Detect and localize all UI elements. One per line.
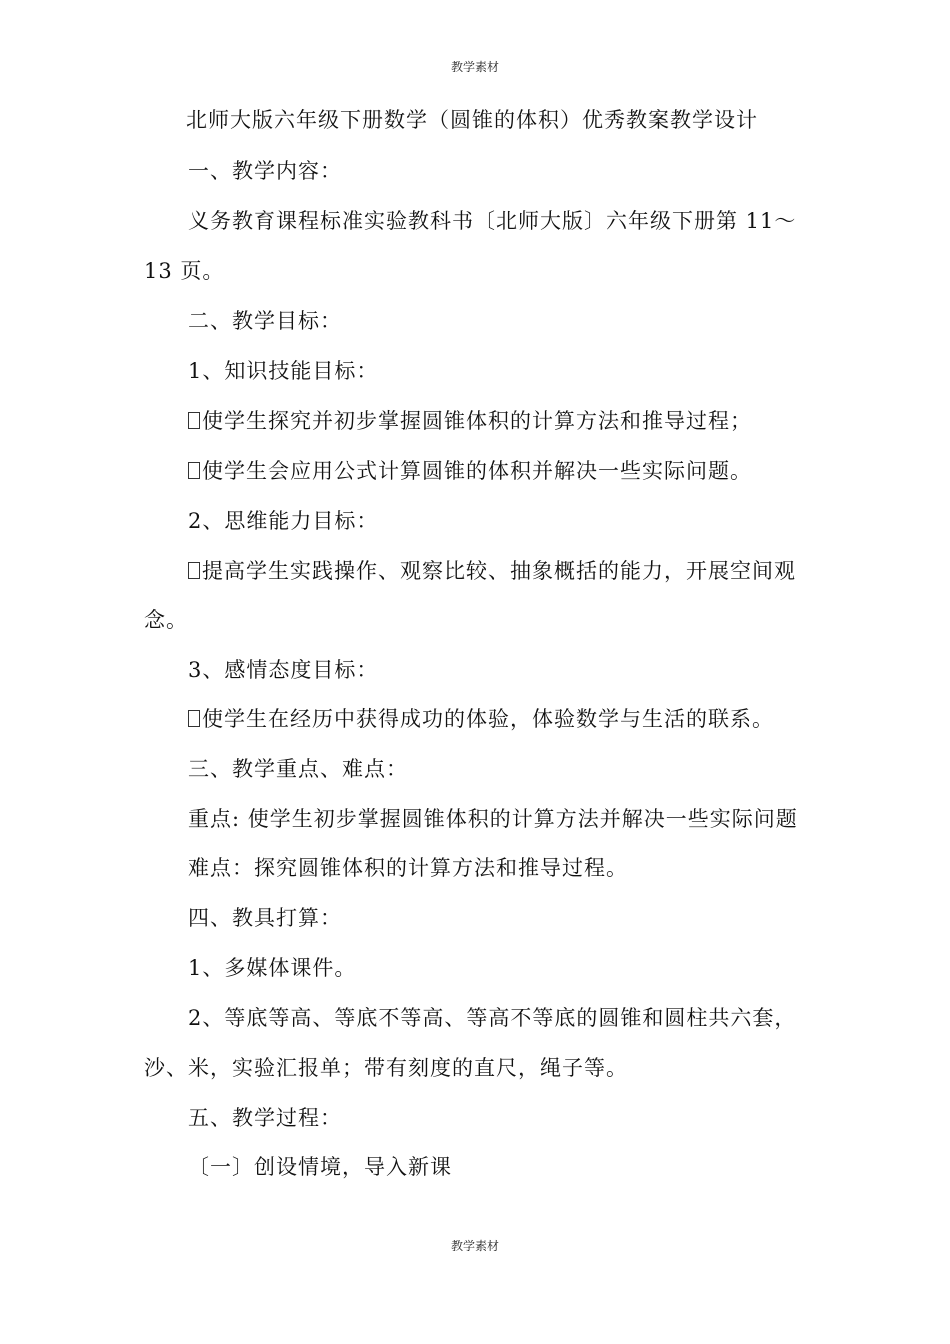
section-4-heading: 四、教具打算：	[188, 906, 342, 930]
bullet-box-icon	[188, 562, 200, 579]
bullet-box-icon	[188, 412, 200, 429]
page-footer: 教学素材	[450, 1239, 499, 1253]
teaching-aid-item-continued: 沙、米，实验汇报单；带有刻度的直尺，绳子等。	[144, 1056, 628, 1080]
section-2-3-heading: 3、感情态度目标：	[188, 658, 379, 682]
objective-text-continued: 念。	[144, 608, 188, 632]
section-2-1-heading: 1、知识技能目标：	[188, 359, 379, 383]
section-3-heading: 三、教学重点、难点：	[188, 757, 408, 781]
section-2-heading: 二、教学目标：	[188, 309, 342, 333]
section-2-2-heading: 2、思维能力目标：	[188, 509, 379, 533]
objective-item	[188, 407, 752, 435]
section-5-heading: 五、教学过程：	[188, 1106, 342, 1130]
objective-item	[188, 557, 796, 585]
key-point-text: 重点: 使学生初步掌握圆锥体积的计算方法并解决一些实际问题	[188, 807, 798, 831]
section-1-text: 义务教育课程标准实验教科书〔北师大版〕六年级下册第 11～	[188, 209, 797, 233]
objective-item	[188, 457, 752, 485]
section-5-1-heading: 〔一〕创设情境，导入新课	[188, 1155, 452, 1179]
bullet-box-icon	[188, 462, 200, 479]
objective-item	[188, 705, 774, 733]
objective-text: 使学生探究并初步掌握圆锥体积的计算方法和推导过程；	[202, 409, 752, 433]
bullet-box-icon	[188, 710, 200, 727]
teaching-aid-item: 1、多媒体课件。	[188, 956, 357, 980]
objective-text: 提高学生实践操作、观察比较、抽象概括的能力，开展空间观	[202, 559, 796, 583]
difficult-point-text: 难点：探究圆锥体积的计算方法和推导过程。	[188, 856, 628, 880]
document-title: 北师大版六年级下册数学（圆锥的体积）优秀教案教学设计	[186, 108, 758, 132]
section-1-text-continued: 13 页。	[144, 259, 225, 283]
section-1-heading: 一、教学内容：	[188, 159, 342, 183]
objective-text: 使学生在经历中获得成功的体验，体验数学与生活的联系。	[202, 707, 774, 731]
teaching-aid-item: 2、等底等高、等底不等高、等高不等底的圆锥和圆柱共六套，	[188, 1006, 797, 1030]
page-header: 教学素材	[450, 60, 499, 74]
objective-text: 使学生会应用公式计算圆锥的体积并解决一些实际问题。	[202, 459, 752, 483]
